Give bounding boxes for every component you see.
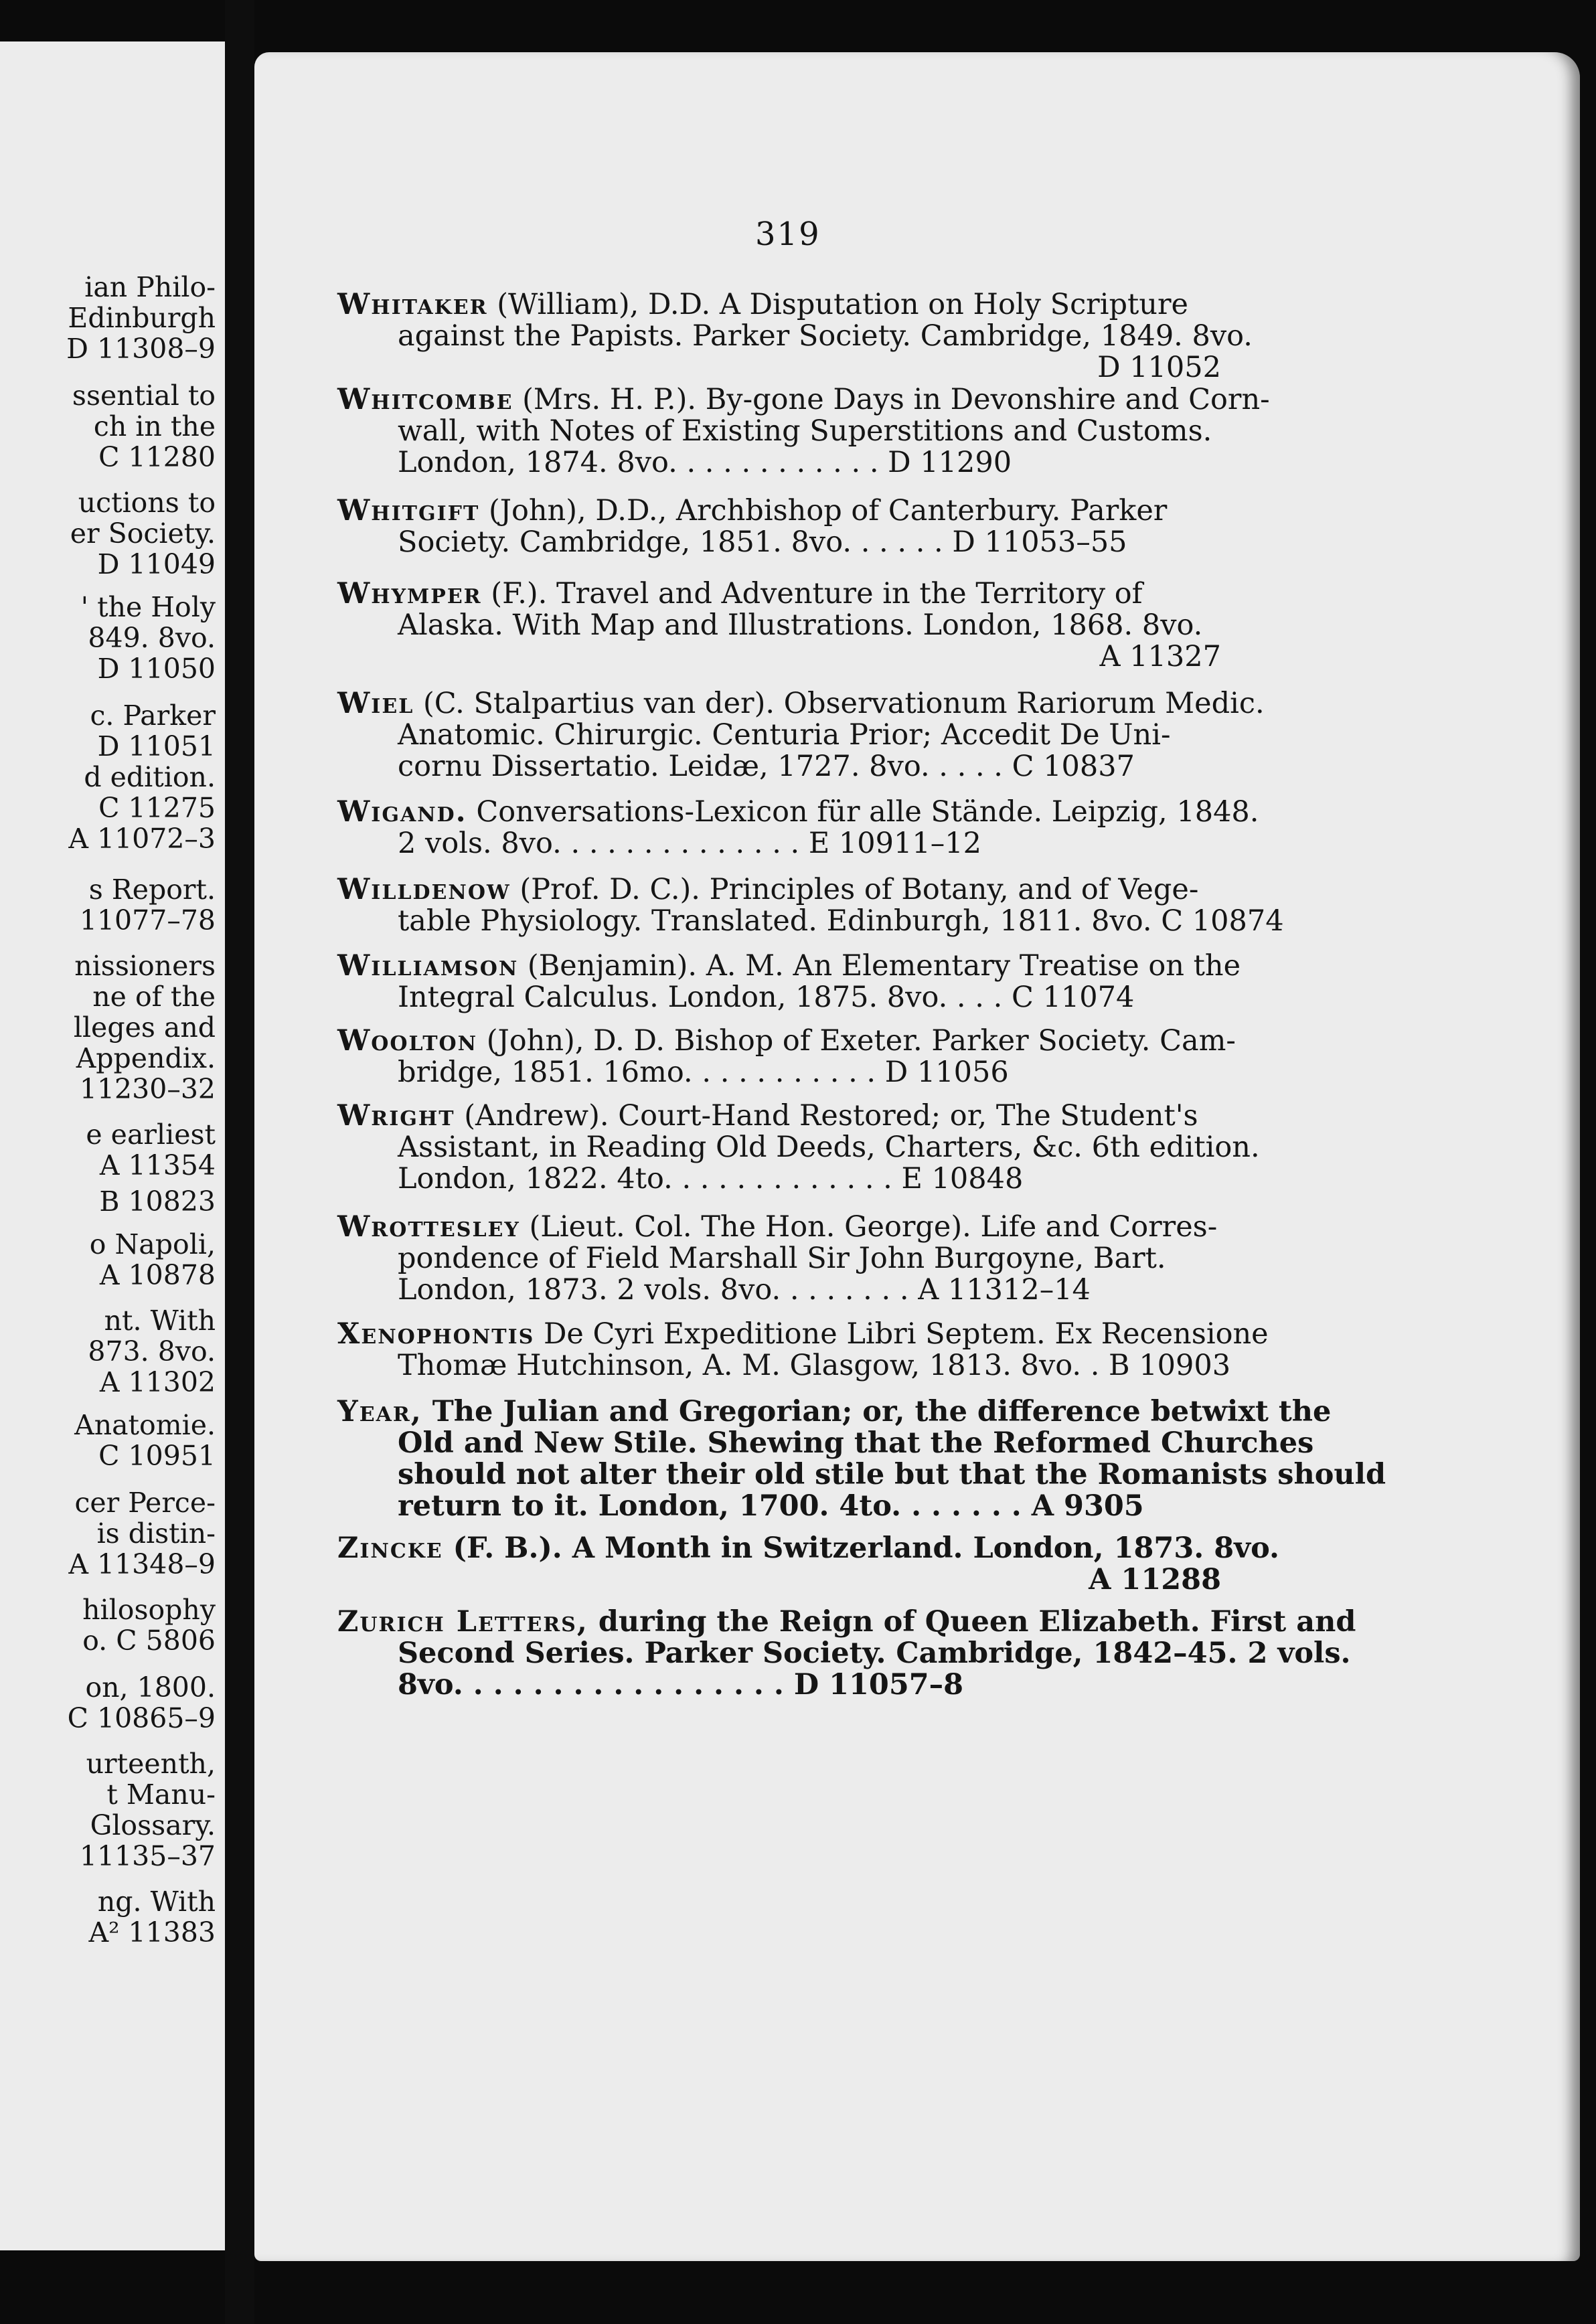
- left-page-line: uctions to: [78, 487, 216, 519]
- catalogue-entry: [337, 873, 1284, 938]
- entry-continuation-line: Old and New Stile. Shewing that the Reformed Churches: [398, 1426, 1314, 1460]
- entry-text: (Mrs. H. P.). By-gone Days in Devonshire and Corn-: [522, 383, 1270, 416]
- left-page-line: lleges and: [73, 1011, 216, 1044]
- entry-continuation-line: London, 1874. 8vo. . . . . . . . . . . . D 11290: [398, 446, 1012, 479]
- left-page-line: urteenth,: [86, 1748, 216, 1780]
- left-page-line: is distin-: [96, 1517, 216, 1550]
- page-number: 319: [755, 216, 821, 253]
- entry-headword: Wrottesley: [337, 1210, 520, 1244]
- catalogue-entry: [337, 1024, 1236, 1089]
- left-page-line: ' the Holy: [80, 591, 216, 623]
- entry-headword: Zincke: [337, 1531, 443, 1565]
- left-page-line: C 10865–9: [67, 1702, 216, 1734]
- left-page-line: D 11308–9: [66, 333, 216, 365]
- entry-first-line: [337, 1395, 1332, 1428]
- entry-headword: Wiel: [337, 687, 414, 720]
- left-page-line: A 10878: [99, 1259, 216, 1291]
- entry-continuation-line: Alaska. With Map and Illustrations. London, 1868. 8vo.: [398, 608, 1203, 642]
- entry-first-line: [337, 1212, 1225, 1243]
- left-page-line: nt. With: [104, 1305, 216, 1337]
- entry-headword: Willdenow: [337, 873, 511, 906]
- left-page-line: e earliest: [86, 1118, 216, 1151]
- left-page-line: 11077–78: [79, 904, 216, 936]
- entry-continuation-line: 2 vols. 8vo. . . . . . . . . . . . . . E 10911–12: [398, 827, 981, 860]
- entry-continuation-line: Assistant, in Reading Old Deeds, Charters, &c. 6th edition.: [398, 1131, 1260, 1164]
- entry-continuation-line: Second Series. Parker Society. Cambridge, 1842–45. 2 vols.: [398, 1637, 1351, 1670]
- entry-first-line: [337, 578, 1225, 610]
- entry-text: Conversations-Lexicon für alle Stände. Leipzig, 1848.: [476, 795, 1259, 829]
- book-gutter: [225, 0, 254, 2324]
- catalogue-entry: [337, 687, 1265, 783]
- catalogue-entry: [337, 1605, 1356, 1702]
- left-page-line: cer Perce-: [74, 1487, 216, 1519]
- left-page-line: er Society.: [70, 517, 216, 550]
- left-page-line: ng. With: [97, 1886, 216, 1918]
- entry-headword: Whymper: [337, 577, 482, 610]
- left-page-line: B 10823: [99, 1185, 216, 1218]
- entry-text: (F.). Travel and Adventure in the Territory of: [491, 577, 1143, 610]
- entry-headword: Zurich Letters,: [337, 1605, 588, 1639]
- catalogue-entry: [337, 495, 1225, 558]
- left-page-line: A 11302: [99, 1366, 216, 1398]
- entry-headword: Whitcombe: [337, 383, 513, 416]
- entry-continuation-line: return to it. London, 1700. 4to. . . . . . . A 9305: [398, 1489, 1144, 1523]
- left-page-line: nissioners: [74, 950, 216, 982]
- entry-first-line: [337, 687, 1265, 720]
- catalogue-entry: [337, 1099, 1260, 1195]
- entry-first-line: [337, 1531, 1279, 1565]
- entry-headword: Williamson: [337, 949, 519, 983]
- left-page-line: 11135–37: [79, 1840, 216, 1872]
- previous-page-fragment: [0, 42, 227, 2250]
- left-page-line: C 11275: [98, 792, 216, 824]
- entry-text: (F. B.). A Month in Switzerland. London, 1873. 8vo.: [453, 1531, 1279, 1565]
- catalogue-entry: [337, 1531, 1279, 1596]
- catalogue-entry: [337, 1395, 1386, 1523]
- entry-headword: Wigand.: [337, 795, 467, 829]
- left-page-line: Appendix.: [76, 1042, 216, 1074]
- entry-continuation-line: bridge, 1851. 16mo. . . . . . . . . . . D 11056: [398, 1056, 1009, 1089]
- entry-text: The Julian and Gregorian; or, the difference betwixt the: [432, 1395, 1332, 1428]
- entry-continuation-line: 8vo. . . . . . . . . . . . . . . . . D 11057–8: [398, 1668, 964, 1702]
- entry-continuation-line: cornu Dissertatio. Leidæ, 1727. 8vo. . . . . C 10837: [398, 750, 1135, 783]
- entry-headword: Xenophontis: [337, 1317, 535, 1351]
- entry-first-line: [337, 1317, 1269, 1351]
- left-page-line: 873. 8vo.: [88, 1335, 216, 1367]
- entry-continuation-line: against the Papists. Parker Society. Cambridge, 1849. 8vo.: [398, 319, 1253, 353]
- entry-headword: Woolton: [337, 1024, 478, 1058]
- entry-first-line: [337, 383, 1270, 416]
- left-page-line: o Napoli,: [89, 1228, 216, 1260]
- left-page-line: C 10951: [98, 1440, 216, 1472]
- entry-first-line: [337, 949, 1241, 983]
- entry-continuation-line: Anatomic. Chirurgic. Centuria Prior; Accedit De Uni-: [398, 718, 1171, 752]
- entry-first-line: [337, 874, 1225, 906]
- entry-first-line: [337, 1024, 1236, 1058]
- left-page-line: ian Philo-: [84, 271, 216, 303]
- entry-headword: Wright: [337, 1099, 455, 1133]
- catalogue-entry: [337, 288, 1253, 384]
- entry-continuation-line: table Physiology. Translated. Edinburgh, 1811. 8vo. C 10874: [398, 904, 1284, 938]
- entry-shelfmark: A 11288: [1089, 1563, 1221, 1596]
- left-page-line: d edition.: [84, 761, 216, 793]
- left-page-line: 11230–32: [79, 1073, 216, 1105]
- entry-text: (Andrew). Court-Hand Restored; or, The Student's: [464, 1099, 1198, 1133]
- left-page-line: 849. 8vo.: [88, 622, 216, 654]
- left-page-line: ch in the: [93, 410, 216, 442]
- entry-continuation-line: pondence of Field Marshall Sir John Burgoyne, Bart.: [398, 1242, 1166, 1275]
- entry-text: (C. Stalpartius van der). Observationum Rariorum Medic.: [422, 687, 1265, 720]
- entry-headword: Year,: [337, 1395, 422, 1428]
- catalogue-entry: [337, 1317, 1269, 1382]
- entry-continuation-line: Thomæ Hutchinson, A. M. Glasgow, 1813. 8vo. . B 10903: [398, 1349, 1231, 1382]
- entry-headword: Whitgift: [337, 494, 480, 527]
- left-page-line: hilosophy: [82, 1594, 216, 1626]
- left-page-line: C 11280: [98, 441, 216, 473]
- entry-first-line: [337, 495, 1225, 527]
- entry-text: De Cyri Expeditione Libri Septem. Ex Recensione: [543, 1317, 1269, 1351]
- entry-headword: Whitaker: [337, 288, 488, 321]
- catalogue-entry: [337, 1212, 1225, 1306]
- left-page-line: A 11354: [99, 1149, 216, 1181]
- left-page-line: D 11049: [97, 548, 216, 580]
- catalogue-entry: [337, 578, 1225, 673]
- entry-continuation-line: Integral Calculus. London, 1875. 8vo. . . . C 11074: [398, 981, 1135, 1014]
- left-page-line: Edinburgh: [68, 302, 216, 334]
- left-page-line: A 11348–9: [68, 1548, 216, 1580]
- left-page-line: on, 1800.: [85, 1671, 216, 1704]
- entry-first-line: [337, 1100, 1225, 1132]
- entry-continuation-line: London, 1822. 4to. . . . . . . . . . . . . E 10848: [398, 1162, 1024, 1195]
- entry-first-line: [337, 795, 1259, 829]
- left-page-line: D 11051: [97, 730, 216, 762]
- entry-text: (Lieut. Col. The Hon. George). Life and Corres-: [529, 1210, 1218, 1244]
- left-page-line: s Report.: [88, 874, 216, 906]
- entry-text: (John), D.D., Archbishop of Canterbury. Parker: [488, 494, 1168, 527]
- entry-first-line: [337, 289, 1225, 321]
- entry-text: during the Reign of Queen Elizabeth. First and: [598, 1605, 1356, 1639]
- left-page-line: Anatomie.: [74, 1409, 216, 1441]
- entry-continuation-line: London, 1873. 2 vols. 8vo. . . . . . . . A 11312–14: [398, 1273, 1091, 1307]
- entry-text: (William), D.D. A Disputation on Holy Scripture: [497, 288, 1188, 321]
- catalogue-entry: [337, 949, 1241, 1014]
- left-page-line: A² 11383: [88, 1916, 216, 1948]
- left-page-line: ne of the: [92, 981, 216, 1013]
- left-page-line: A 11072–3: [68, 823, 216, 855]
- entry-shelfmark: D 11052: [1097, 351, 1221, 384]
- left-page-line: D 11050: [97, 653, 216, 685]
- entry-text: (Prof. D. C.). Principles of Botany, and of Vege-: [520, 873, 1199, 906]
- entry-first-line: [337, 1605, 1356, 1639]
- entry-continuation-line: Society. Cambridge, 1851. 8vo. . . . . . D 11053–55: [398, 525, 1127, 559]
- left-page-line: ssential to: [72, 380, 216, 412]
- entry-shelfmark: A 11327: [1099, 640, 1221, 673]
- entry-continuation-line: wall, with Notes of Existing Superstitions and Customs.: [398, 414, 1212, 448]
- left-page-line: c. Parker: [90, 699, 216, 732]
- left-page-line: Glossary.: [90, 1809, 216, 1841]
- catalogue-entry: [337, 795, 1259, 860]
- catalogue-entry: [337, 383, 1270, 479]
- left-page-line: o. C 5806: [82, 1625, 216, 1657]
- entry-continuation-line: should not alter their old stile but that the Romanists should: [398, 1458, 1386, 1491]
- left-page-line: t Manu-: [106, 1778, 216, 1811]
- entry-text: (John), D. D. Bishop of Exeter. Parker Society. Cam-: [486, 1024, 1236, 1058]
- entry-text: (Benjamin). A. M. An Elementary Treatise on the: [527, 949, 1241, 983]
